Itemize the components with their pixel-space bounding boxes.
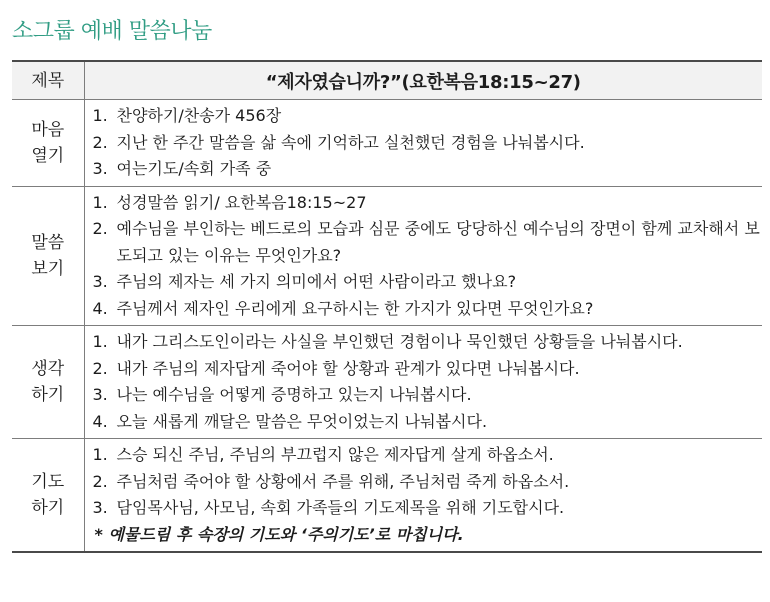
sermon-title: “제자였습니까?”(요한복음18:15~27) — [84, 61, 762, 100]
item-number: 2. — [92, 219, 108, 238]
item-number: 1. — [92, 445, 108, 464]
list-item — [93, 382, 763, 409]
item-number: 2. — [92, 358, 108, 378]
section-label-line: 말씀 — [31, 232, 65, 253]
page-title: 소그룹 예배 말씀나눔 — [12, 19, 212, 44]
item-text: 성경말씀 읽기/ 요한복음18:15~27 — [116, 192, 367, 212]
section-row-read-word — [12, 186, 762, 326]
section-items — [84, 439, 762, 553]
section-label-line: 하기 — [31, 498, 65, 518]
section-items — [84, 100, 762, 187]
item-number: 1. — [92, 106, 108, 125]
list-item — [93, 409, 763, 436]
item-text: 나는 예수님을 어떻게 증명하고 있는지 나눠봅시다. — [116, 385, 472, 404]
item-text: 스승 되신 주님, 주님의 부끄럽지 않은 제자답게 살게 하옵소서. — [116, 445, 554, 464]
item-number: 4. — [92, 298, 108, 318]
item-text: 주님께서 제자인 우리에게 요구하시는 한 가지가 있다면 무엇인가요? — [116, 298, 594, 318]
section-label — [12, 326, 84, 439]
item-text: 지난 한 주간 말씀을 삶 속에 기억하고 실천했던 경험을 나눠봅시다. — [116, 132, 585, 152]
item-text: 주님의 제자는 세 가지 의미에서 어떤 사람이라고 했나요? — [116, 272, 517, 291]
item-text: 여는기도/속회 가족 중 — [116, 159, 272, 178]
list-item — [93, 469, 763, 496]
list-item — [93, 329, 763, 356]
item-number: 3. — [92, 272, 108, 291]
item-text: 내가 주님의 제자답게 죽어야 할 상황과 관계가 있다면 나눠봅시다. — [116, 358, 580, 378]
item-text: 예수님을 부인하는 베드로의 모습과 심문 중에도 당당하신 예수님의 장면이 함께 교차해서 보도되고 있는 이유는 무엇인가요? — [116, 219, 760, 265]
item-text: 담임목사님, 사모님, 속회 가족들의 기도제목을 위해 기도합시다. — [116, 498, 565, 517]
item-number: 3. — [92, 159, 108, 178]
section-label — [12, 100, 84, 187]
closing-note: * 예물드림 후 속장의 기도와 ‘주의기도’로 마칩니다. — [94, 524, 464, 544]
item-text: 오늘 새롭게 깨달은 말씀은 무엇이었는지 나눠봅시다. — [116, 411, 488, 431]
item-number: 2. — [92, 471, 108, 491]
list-item — [93, 156, 763, 183]
section-label-line: 마음 — [31, 119, 65, 140]
item-number: 3. — [92, 498, 108, 517]
section-row-reflect — [12, 326, 762, 439]
header-label: 제목 — [12, 61, 84, 100]
section-label — [12, 439, 84, 553]
list-item — [93, 296, 763, 323]
section-row-pray — [12, 439, 762, 553]
list-item — [93, 442, 763, 469]
section-label-line: 보기 — [31, 258, 65, 279]
section-label-line: 생각 — [31, 359, 65, 379]
item-text: 주님처럼 죽어야 할 상황에서 주를 위해, 주님처럼 죽게 하옵소서. — [116, 471, 570, 491]
item-number: 4. — [92, 411, 108, 431]
item-number: 1. — [92, 192, 108, 212]
list-item — [93, 216, 763, 269]
table-header-row — [12, 61, 762, 100]
list-item — [93, 103, 763, 130]
section-items — [84, 326, 762, 439]
sermon-discussion-table — [12, 60, 762, 553]
item-number: 2. — [92, 132, 108, 152]
section-items — [84, 186, 762, 326]
item-number: 1. — [92, 332, 108, 351]
list-item — [93, 130, 763, 157]
item-text: 내가 그리스도인이라는 사실을 부인했던 경험이나 묵인했던 상황들을 나눠봅시다. — [116, 332, 683, 351]
item-text: 찬양하기/찬송가 456장 — [116, 106, 282, 125]
section-label-line: 하기 — [31, 385, 65, 405]
list-item — [93, 495, 763, 522]
list-item — [93, 190, 763, 217]
list-item — [93, 356, 763, 383]
section-row-open-heart — [12, 100, 762, 187]
item-number: 3. — [92, 385, 108, 404]
list-item — [93, 269, 763, 296]
section-label — [12, 186, 84, 326]
section-label-line: 열기 — [31, 145, 65, 166]
section-label-line: 기도 — [31, 472, 65, 492]
